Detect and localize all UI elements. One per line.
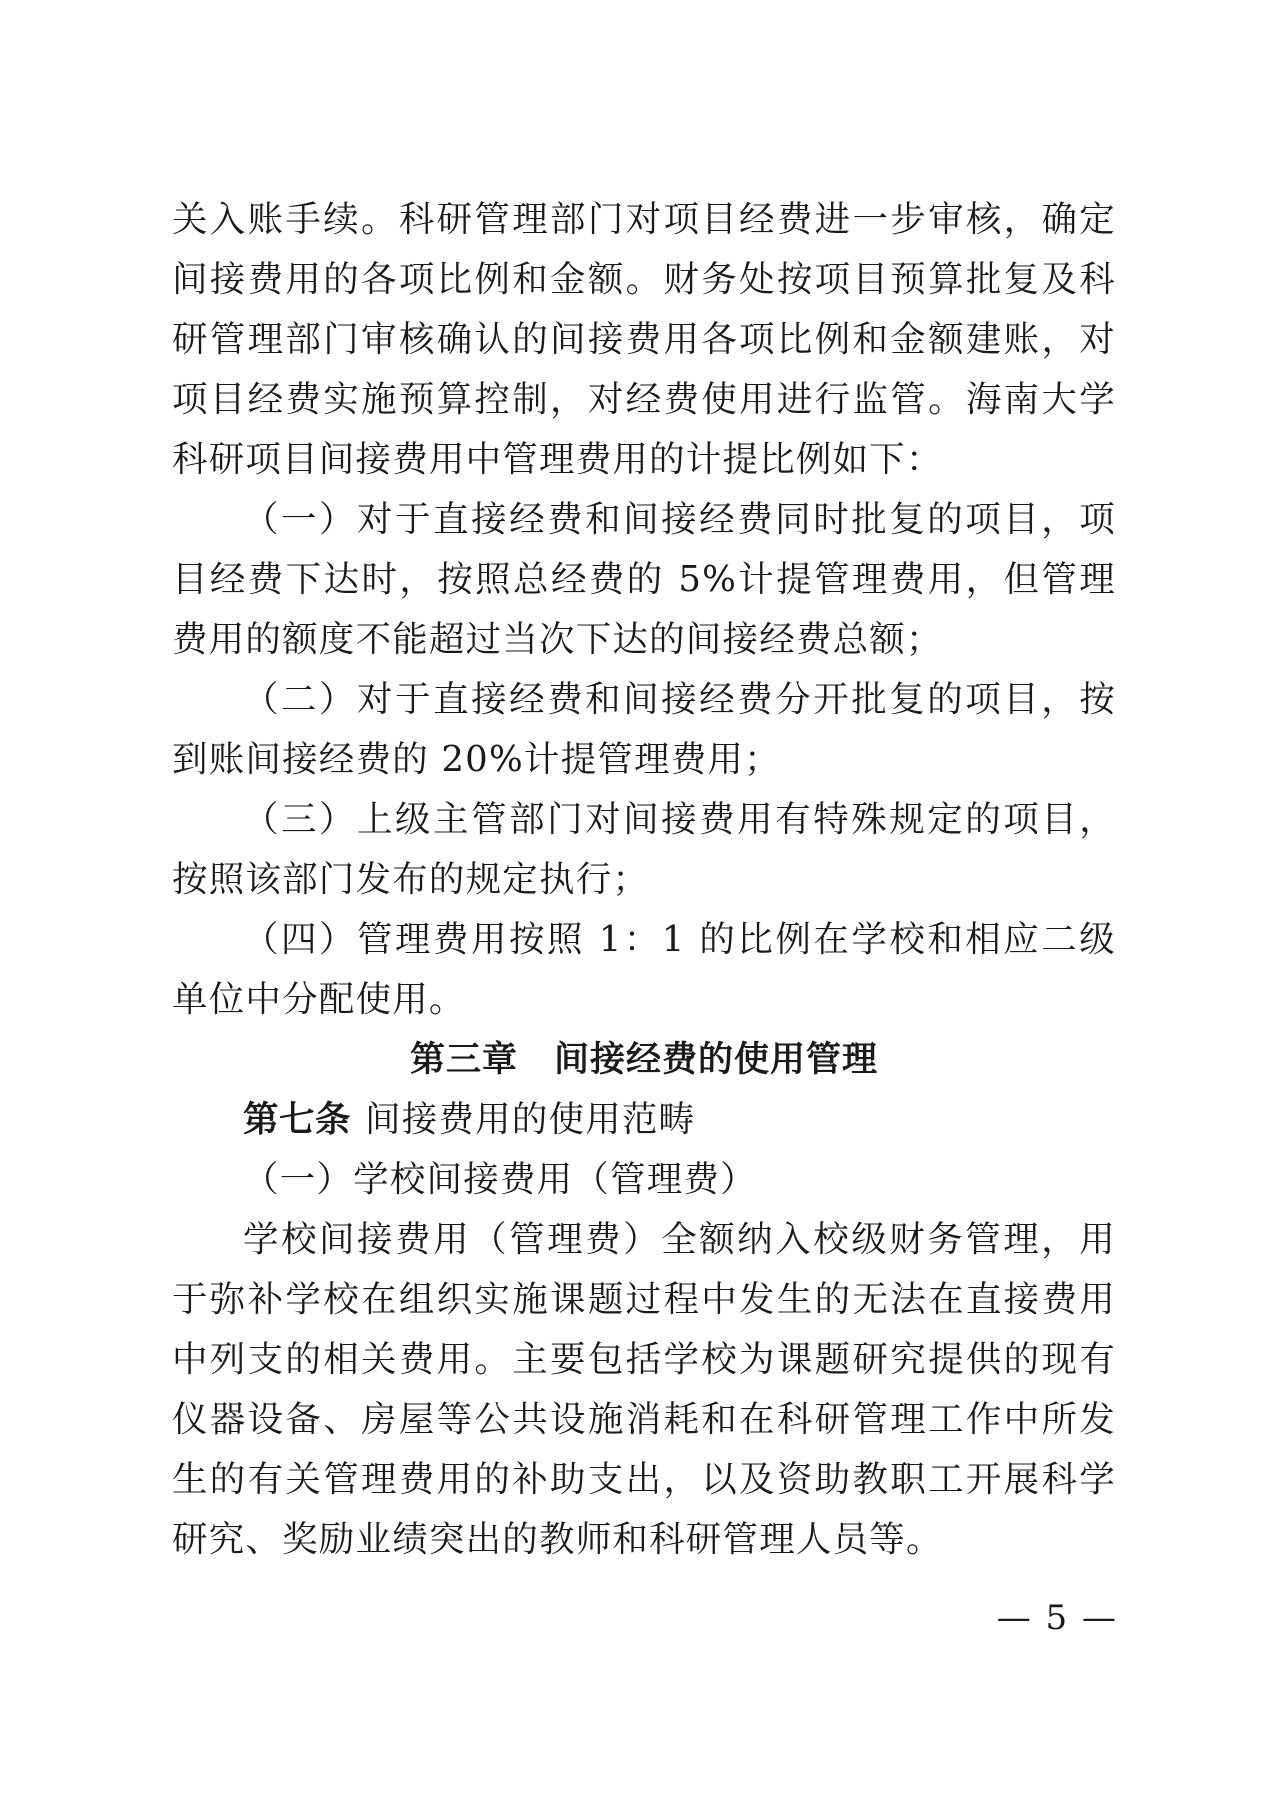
article-title: 间接费用的使用范畴: [365, 1099, 696, 1140]
list-item-3: （三）上级主管部门对间接费用有特殊规定的项目，按照该部门发布的规定执行；: [172, 799, 1116, 900]
list-item-4: （四）管理费用按照 1：1 的比例在学校和相应二级单位中分配使用。: [172, 919, 1116, 1020]
sub-item-heading: （一）学校间接费用（管理费）: [243, 1159, 757, 1200]
paragraph-continuation: 关入账手续。科研管理部门对项目经费进一步审核，确定间接费用的各项比例和金额。财务处按项目预算批复及科研管理部门审核确认的间接费用各项比例和金额建账，对项目经费实施预算控制，对经费使用进行监管。海南大学科研项目间接费用中管理费用的计提比例如下：: [172, 199, 1116, 480]
document-body: [172, 190, 1116, 1570]
page-number: — 5 —: [996, 1598, 1118, 1638]
article-label: 第七条: [243, 1099, 352, 1140]
chapter-heading: 第三章 间接经费的使用管理: [409, 1040, 878, 1080]
list-item-1: （一）对于直接经费和间接经费同时批复的项目，项目经费下达时，按照总经费的 5%计提管理费用，但管理费用的额度不能超过当次下达的间接经费总额；: [172, 499, 1116, 660]
article-body-paragraph: 学校间接费用（管理费）全额纳入校级财务管理，用于弥补学校在组织实施课题过程中发生的无法在直接费用中列支的相关费用。主要包括学校为课题研究提供的现有仪器设备、房屋等公共设施消耗和在科研管理工作中所发生的有关管理费用的补助支出，以及资助教职工开展科学研究、奖励业绩突出的教师和科研管理人员等。: [172, 1219, 1116, 1560]
article-heading: [172, 1090, 1116, 1150]
list-item-2: （二）对于直接经费和间接经费分开批复的项目，按到账间接经费的 20%计提管理费用；: [172, 679, 1116, 780]
